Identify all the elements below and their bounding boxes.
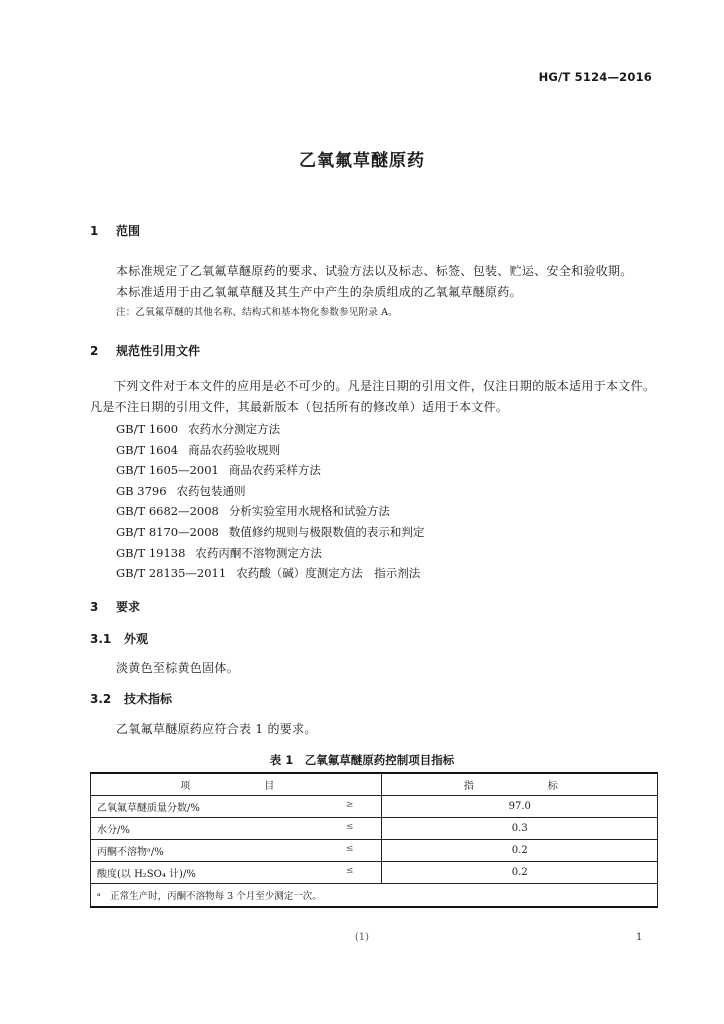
section-number: 3.1 [90, 632, 112, 646]
reference-title: 分析实验室用水规格和试验方法 [228, 504, 390, 519]
scope-note: 注：乙氧氟草醚的其他名称、结构式和基本物化参数参见附录 A。 [116, 307, 398, 318]
reference-title: 农药酸（碱）度测定方法 指示剂法 [236, 566, 421, 581]
reference-item [116, 503, 390, 519]
reference-code: GB/T 1600 [116, 422, 179, 436]
section-title: 范围 [116, 224, 141, 238]
table-row [91, 862, 658, 884]
reference-code: GB/T 1604 [116, 442, 179, 457]
table-row [91, 796, 658, 818]
reference-code: GB/T 8170—2008 [116, 525, 219, 539]
table-caption: 表 1 乙氧氟草醚原药控制项目指标 [269, 753, 455, 767]
section-3-heading [90, 598, 140, 615]
page-corner-number: 1 [636, 932, 643, 943]
item-cell [91, 796, 382, 818]
reference-item [116, 462, 321, 478]
reference-code: GB/T 28135—2011 [116, 566, 227, 581]
scope-paragraph-2: 本标准适用于由乙氧氟草醚及其生产中产生的杂质组成的乙氧氟草醚原药。 [116, 285, 522, 299]
section-number: 3.2 [90, 692, 112, 706]
value-cell: 0.2 [382, 862, 658, 884]
item-label: 酸度(以 H₂SO₄ 计)/% [97, 869, 196, 880]
section-title: 外观 [124, 632, 149, 646]
comparison-operator: ≤ [345, 844, 354, 854]
spec-table [90, 772, 658, 908]
reference-code: GB/T 6682—2008 [116, 504, 219, 519]
header-value: 指 标 [382, 773, 658, 796]
section-1-heading [90, 222, 140, 239]
section-3-1-heading [90, 630, 148, 647]
section-title: 要求 [116, 600, 141, 614]
reference-item [116, 421, 280, 437]
value-cell: 97.0 [382, 796, 658, 818]
reference-item [116, 442, 280, 458]
reference-code: GB/T 1605—2001 [116, 463, 219, 478]
reference-title: 农药水分测定方法 [188, 422, 281, 436]
reference-title: 农药包装通则 [176, 483, 246, 498]
reference-item [116, 524, 424, 540]
reference-title: 商品农药验收规则 [188, 442, 281, 457]
reference-item [116, 483, 246, 499]
reference-title: 数值修约规则与极限数值的表示和判定 [228, 525, 425, 539]
item-cell [91, 818, 382, 840]
page-number: (1) [354, 932, 370, 943]
item-cell [91, 840, 382, 862]
scope-paragraph-1: 本标准规定了乙氧氟草醚原药的要求、试验方法以及标志、标签、包装、贮运、安全和验收期。 [116, 264, 633, 278]
section-number: 1 [90, 224, 99, 238]
comparison-operator: ≤ [345, 822, 354, 832]
section-3-2-heading [90, 690, 172, 707]
value-cell: 0.3 [382, 818, 658, 840]
section-number: 2 [90, 344, 99, 358]
section-number: 3 [90, 600, 99, 614]
reference-code: GB/T 19138 [116, 545, 186, 560]
reference-title: 商品农药采样方法 [228, 463, 321, 478]
reference-item [116, 565, 420, 581]
section-title: 技术指标 [124, 692, 173, 706]
item-label: 水分/% [97, 825, 130, 836]
reference-code: GB 3796 [116, 483, 167, 498]
references-intro: 下列文件对于本文件的应用是必不可少的。凡是注日期的引用文件，仅注日期的版本适用于本文件。凡是不注日期的引用文件，其最新版本（包括所有的修改单）适用于本文件。 [90, 379, 656, 414]
table-footnote-row [91, 884, 658, 908]
document-title: 乙氧氟草醚原药 [299, 151, 425, 171]
comparison-operator: ≥ [345, 800, 354, 810]
table-header-row [91, 773, 658, 796]
table-row [91, 818, 658, 840]
reference-item [116, 545, 322, 561]
standard-code: HG/T 5124—2016 [538, 70, 652, 84]
appearance-text: 淡黄色至棕黄色固体。 [116, 661, 240, 675]
value-cell: 0.2 [382, 840, 658, 862]
item-label: 丙酮不溶物ᵃ/% [97, 847, 164, 858]
item-cell [91, 862, 382, 884]
section-title: 规范性引用文件 [116, 344, 201, 358]
header-item: 项 目 [91, 773, 382, 796]
table-row [91, 840, 658, 862]
reference-title: 农药丙酮不溶物测定方法 [195, 545, 322, 560]
section-2-heading [90, 342, 200, 359]
comparison-operator: ≤ [345, 866, 354, 876]
table-footnote: ᵃ 正常生产时，丙酮不溶物每 3 个月至少测定一次。 [91, 884, 658, 908]
tech-spec-text: 乙氧氟草醚原药应符合表 1 的要求。 [116, 722, 317, 736]
item-label: 乙氧氟草醚质量分数/% [97, 803, 200, 814]
